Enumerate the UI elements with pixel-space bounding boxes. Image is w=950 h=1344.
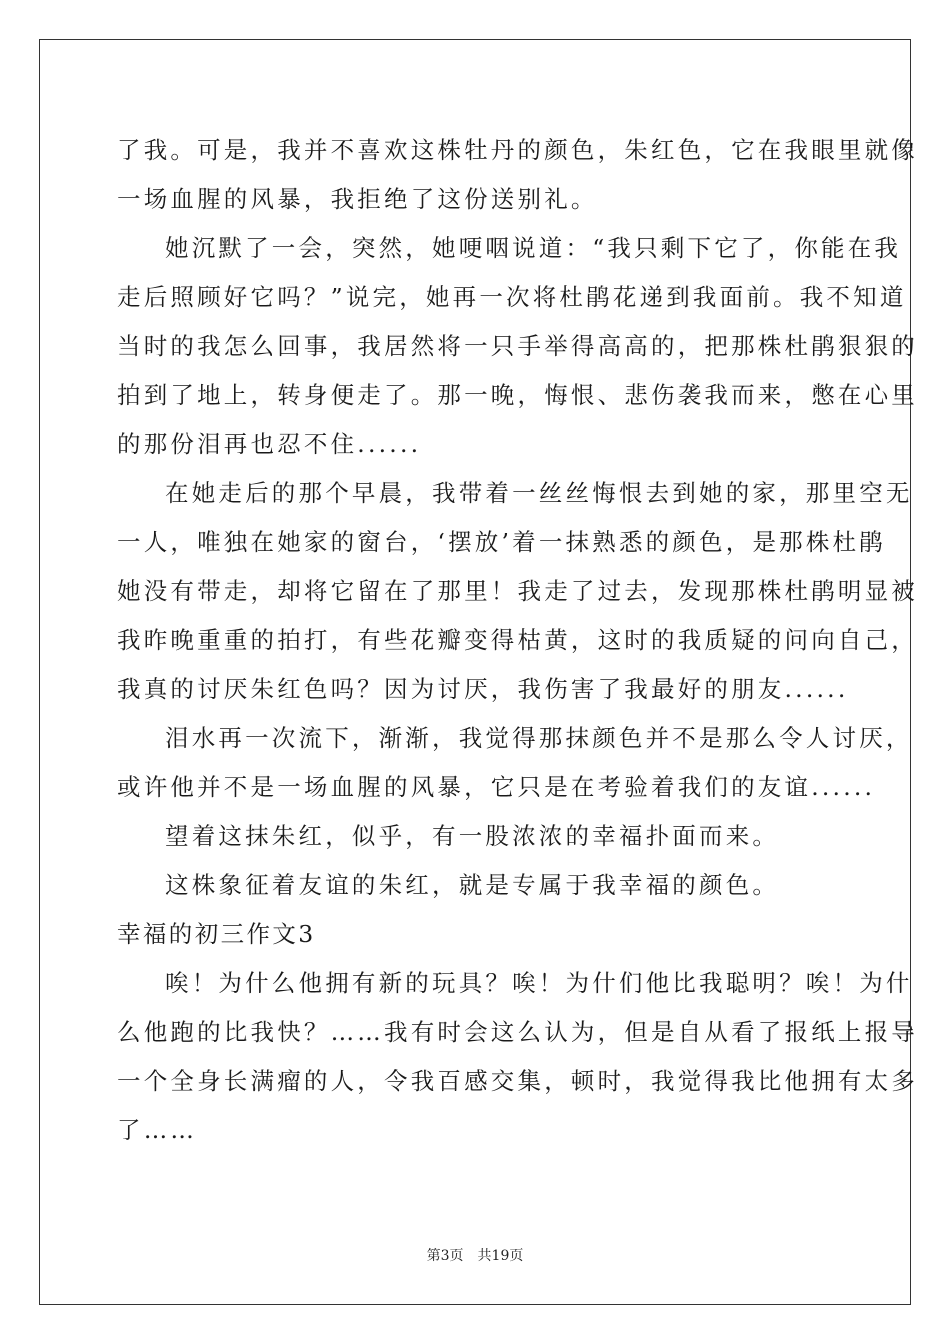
text-line: 的那份泪再也忍不住...... [117, 430, 422, 458]
text-line: 我真的讨厌朱红色吗？因为讨厌，我伤害了我最好的朋友...... [117, 675, 849, 703]
text-line: 拍到了地上，转身便走了。那一晚，悔恨、悲伤袭我而来，憋在心里 [117, 381, 918, 409]
text-line: 我昨晚重重的拍打，有些花瓣变得枯黄，这时的我质疑的问向自己， [117, 626, 918, 654]
text-line: 她没有带走，却将它留在了那里！我走了过去，发现那株杜鹃明显被 [117, 577, 918, 605]
text-line: 了我。可是，我并不喜欢这株牡丹的颜色，朱红色，它在我眼里就像 [117, 136, 918, 164]
text-line: 一场血腥的风暴，我拒绝了这份送别礼。 [117, 185, 598, 213]
text-line: 一个全身长满瘤的人，令我百感交集，顿时，我觉得我比他拥有太多 [117, 1067, 918, 1095]
paragraph-start: 唉！为什么他拥有新的玩具？唉！为什们他比我聪明？唉！为什 [165, 969, 913, 997]
page-number-footer: 第3页 共19页 [426, 1248, 524, 1264]
paragraph-start: 泪水再一次流下，渐渐，我觉得那抹颜色并不是那么令人讨厌， [165, 724, 913, 752]
text-line: 一人，唯独在她家的窗台，‘摆放’着一抹熟悉的颜色，是那株杜鹃 [117, 528, 886, 556]
text-line: 或许他并不是一场血腥的风暴，它只是在考验着我们的友谊...... [117, 773, 876, 801]
paragraph-start: 在她走后的那个早晨，我带着一丝丝悔恨去到她的家，那里空无 [165, 479, 913, 507]
text-line: 走后照顾好它吗？”说完，她再一次将杜鹃花递到我面前。我不知道 [117, 283, 907, 311]
paragraph-start: 这株象征着友谊的朱红，就是专属于我幸福的颜色。 [165, 871, 780, 899]
document-body [117, 126, 918, 1155]
text-line: 了…… [117, 1116, 198, 1144]
text-line: 当时的我怎么回事，我居然将一只手举得高高的，把那株杜鹃狠狠的 [117, 332, 918, 360]
paragraph-start: 她沉默了一会，突然，她哽咽说道：“我只剩下它了，你能在我 [165, 234, 902, 262]
section-heading: 幸福的初三作文3 [117, 920, 316, 948]
text-line: 么他跑的比我快？……我有时会这么认为，但是自从看了报纸上报导 [117, 1018, 918, 1046]
paragraph-start: 望着这抹朱红，似乎，有一股浓浓的幸福扑面而来。 [165, 822, 780, 850]
